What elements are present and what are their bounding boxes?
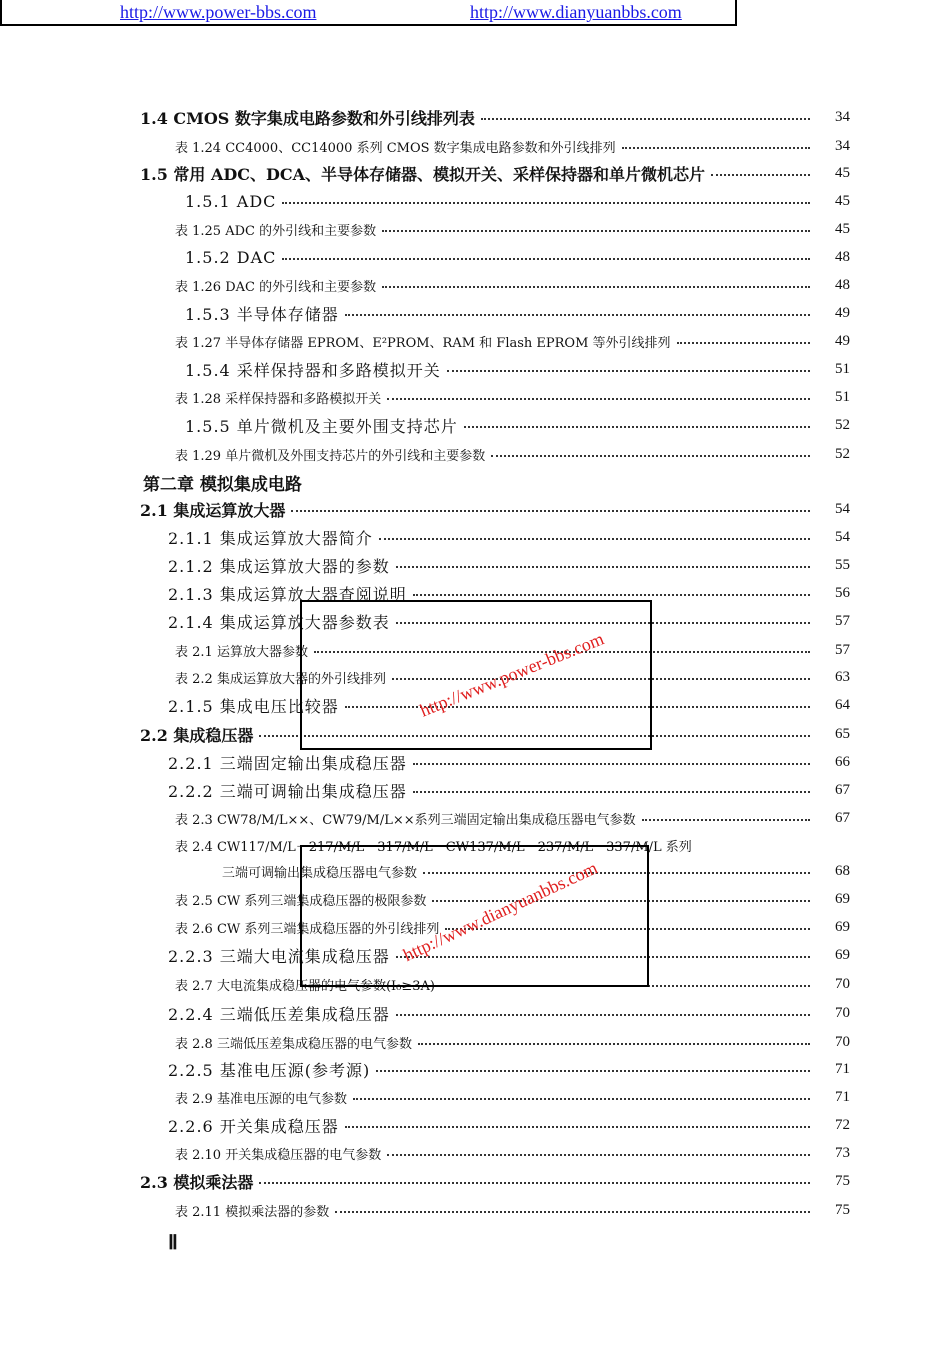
toc-leader-dots: [291, 510, 810, 512]
toc-page-number: 57: [835, 641, 850, 658]
toc-leader-dots: [345, 314, 810, 316]
toc-entry[interactable]: [0, 1168, 950, 1194]
toc-page-number: 52: [835, 416, 850, 433]
toc-page-number: 66: [835, 753, 850, 770]
toc-page-number: 69: [835, 890, 850, 907]
page-header: [0, 0, 737, 26]
toc-leader-dots: [259, 1182, 810, 1184]
toc-page-number: 68: [835, 862, 850, 879]
toc-entry-title: 1.4 CMOS 数字集成电路参数和外引线排列表: [140, 108, 475, 128]
toc-page-number: 54: [835, 500, 850, 517]
toc-leader-dots: [464, 426, 810, 428]
toc-entry-title: 2.2.5 基准电压源(参考源): [168, 1060, 371, 1080]
toc-entry-title: 表 1.26 DAC 的外引线和主要参数: [175, 279, 377, 295]
toc-leader-dots: [418, 1043, 810, 1045]
toc-entry-title: 2.2.6 开关集成稳压器: [168, 1116, 339, 1136]
toc-entry[interactable]: [0, 1029, 950, 1055]
toc-leader-dots: [481, 118, 810, 120]
toc-page-number: 70: [835, 1004, 850, 1021]
toc-page-number: 57: [835, 612, 850, 629]
toc-entry[interactable]: [0, 777, 950, 803]
toc-entry-title: 1.5.5 单片微机及主要外围支持芯片: [185, 416, 458, 436]
toc-page-number: 52: [835, 445, 850, 462]
toc-page-number: 69: [835, 946, 850, 963]
toc-entry-title: 2.1.5 集成电压比较器: [168, 696, 339, 716]
toc-entry[interactable]: [0, 805, 950, 831]
toc-leader-dots: [379, 538, 810, 540]
watermark-text-1: http://www.power-bbs.com: [417, 628, 607, 721]
toc-entry-title: 1.5 常用 ADC、DCA、半导体存储器、模拟开关、采样保持器和单片微机芯片: [140, 164, 706, 184]
toc-page-number: 67: [835, 809, 850, 826]
toc-page-number: 70: [835, 975, 850, 992]
toc-page-number: 56: [835, 584, 850, 601]
toc-page-number: 45: [835, 192, 850, 209]
toc-page-number: 55: [835, 556, 850, 573]
toc-entry[interactable]: [0, 300, 950, 326]
toc-page-number: 45: [835, 220, 850, 237]
toc-entry-title: 1.5.4 采样保持器和多路模拟开关: [185, 360, 441, 380]
toc-page-number: 48: [835, 248, 850, 265]
toc-entry-title: 表 2.3 CW78/M/L××、CW79/M/L××系列三端固定输出集成稳压器电气参数: [175, 812, 636, 828]
toc-entry-title: 表 1.25 ADC 的外引线和主要参数: [175, 223, 377, 239]
toc-leader-dots: [387, 398, 810, 400]
toc-page-number: 63: [835, 668, 850, 685]
toc-entry-title: 表 1.28 采样保持器和多路模拟开关: [175, 391, 382, 407]
toc-leader-dots: [491, 455, 810, 457]
toc-entry[interactable]: [0, 1084, 950, 1110]
toc-entry[interactable]: [0, 356, 950, 382]
toc-entry-title: 2.2.1 三端固定输出集成稳压器: [168, 753, 407, 773]
toc-page-number: 75: [835, 1201, 850, 1218]
toc-entry-title: 2.2.2 三端可调输出集成稳压器: [168, 781, 407, 801]
toc-entry[interactable]: [0, 469, 950, 495]
toc-entry[interactable]: [0, 1197, 950, 1223]
toc-leader-dots: [387, 1154, 810, 1156]
toc-leader-dots: [413, 791, 810, 793]
toc-entry-title: 1.5.3 半导体存储器: [185, 304, 339, 324]
toc-entry-title: 2.1.1 集成运算放大器简介: [168, 528, 373, 548]
toc-entry[interactable]: [0, 160, 950, 186]
toc-entry[interactable]: [0, 272, 950, 298]
toc-leader-dots: [642, 819, 810, 821]
toc-entry-title: 表 2.11 模拟乘法器的参数: [175, 1204, 330, 1220]
toc-entry[interactable]: [0, 496, 950, 522]
toc-page-number: 34: [835, 108, 850, 125]
toc-page-number: 48: [835, 276, 850, 293]
toc-page-number: 65: [835, 725, 850, 742]
toc-leader-dots: [382, 230, 810, 232]
toc-entry[interactable]: [0, 1000, 950, 1026]
toc-page-number: 70: [835, 1033, 850, 1050]
toc-entry[interactable]: [0, 104, 950, 130]
toc-page-number: 51: [835, 360, 850, 377]
toc-page-number: 49: [835, 332, 850, 349]
toc-entry[interactable]: [0, 384, 950, 410]
page-number-roman: Ⅱ: [168, 1232, 178, 1254]
toc-entry[interactable]: [0, 441, 950, 467]
toc-entry-title: 1.5.2 DAC: [185, 247, 277, 267]
toc-entry-title: 表 2.9 基准电压源的电气参数: [175, 1091, 347, 1107]
toc-entry[interactable]: [0, 1112, 950, 1138]
toc-entry-title: 表 2.8 三端低压差集成稳压器的电气参数: [175, 1036, 412, 1052]
toc-entry[interactable]: [0, 552, 950, 578]
toc-entry-title: 2.1.2 集成运算放大器的参数: [168, 556, 390, 576]
toc-entry-title: 表 2.7 大电流集成稳压器的电气参数(I₀≥3A): [175, 978, 435, 994]
toc-entry[interactable]: [0, 244, 950, 270]
toc-entry-title: 表 2.4 CW117/M/L－217/M/L－317/M/L CW137/M/L－237/M/L－337/M/L 系列: [175, 839, 692, 855]
toc-entry[interactable]: [0, 133, 950, 159]
toc-page-number: 64: [835, 696, 850, 713]
toc-entry-title: 1.5.1 ADC: [185, 191, 277, 211]
toc-leader-dots: [711, 174, 810, 176]
toc-leader-dots: [396, 1014, 810, 1016]
toc-leader-dots: [447, 370, 810, 372]
toc-entry-title: 表 2.10 开关集成稳压器的电气参数: [175, 1147, 382, 1163]
toc-leader-dots: [622, 147, 810, 149]
toc-entry[interactable]: [0, 216, 950, 242]
header-left-rule: [0, 0, 2, 24]
toc-leader-dots: [282, 202, 810, 204]
toc-page-number: 73: [835, 1144, 850, 1161]
toc-page-number: 72: [835, 1116, 850, 1133]
toc-entry-title: 2.2.3 三端大电流集成稳压器: [168, 946, 390, 966]
toc-entry[interactable]: [0, 328, 950, 354]
toc-leader-dots: [413, 763, 810, 765]
toc-entry-title: 第二章 模拟集成电路: [143, 474, 302, 495]
toc-page-number: 71: [835, 1088, 850, 1105]
toc-page-number: 49: [835, 304, 850, 321]
toc-page-number: 45: [835, 164, 850, 181]
toc-entry-title: 三端可调输出集成稳压器电气参数: [222, 865, 418, 881]
toc-entry[interactable]: [0, 749, 950, 775]
watermark-text-2: http://www.dianyuanbbs.com: [400, 857, 601, 966]
toc-page-number: 69: [835, 918, 850, 935]
toc-entry-title: 表 1.29 单片微机及外围支持芯片的外引线和主要参数: [175, 448, 486, 464]
toc-entry-title: 2.1.4 集成运算放大器参数表: [168, 612, 390, 632]
toc-page-number: 75: [835, 1172, 850, 1189]
toc-leader-dots: [335, 1211, 810, 1213]
toc-entry[interactable]: [0, 1056, 950, 1082]
toc-leader-dots: [353, 1098, 810, 1100]
toc-page-number: 67: [835, 781, 850, 798]
toc-leader-dots: [413, 594, 810, 596]
toc-entry[interactable]: [0, 524, 950, 550]
toc-entry-title: 2.2 集成稳压器: [140, 725, 254, 745]
toc-leader-dots: [376, 1070, 810, 1072]
toc-entry-title: 2.2.4 三端低压差集成稳压器: [168, 1004, 390, 1024]
toc-entry-title: 表 1.24 CC4000、CC14000 系列 CMOS 数字集成电路参数和外引线排列: [175, 140, 616, 156]
toc-leader-dots: [345, 1126, 810, 1128]
toc-entry-title: 表 2.1 运算放大器参数: [175, 644, 308, 660]
toc-page-number: 71: [835, 1060, 850, 1077]
toc-entry[interactable]: [0, 412, 950, 438]
header-link-power-bbs[interactable]: http://www.power-bbs.com: [120, 2, 317, 22]
toc-leader-dots: [282, 258, 810, 260]
toc-leader-dots: [396, 566, 810, 568]
header-link-dianyuanbbs[interactable]: http://www.dianyuanbbs.com: [470, 2, 682, 22]
toc-leader-dots: [382, 286, 810, 288]
toc-entry-title: 表 2.2 集成运算放大器的外引线排列: [175, 671, 386, 687]
toc-entry-title: 表 2.5 CW 系列三端集成稳压器的极限参数: [175, 893, 427, 909]
toc-entry[interactable]: [0, 188, 950, 214]
toc-entry-title: 表 2.6 CW 系列三端集成稳压器的外引线排列: [175, 921, 440, 937]
toc-entry-title: 2.1.3 集成运算放大器查阅说明: [168, 584, 407, 604]
toc-page-number: 54: [835, 528, 850, 545]
toc-page-number: 34: [835, 137, 850, 154]
toc-entry-title: 2.3 模拟乘法器: [140, 1172, 254, 1192]
toc-entry-title: 表 1.27 半导体存储器 EPROM、E²PROM、RAM 和 Flash EPROM 等外引线排列: [175, 335, 671, 351]
toc-leader-dots: [677, 342, 810, 344]
toc-entry[interactable]: [0, 1140, 950, 1166]
watermark-stamp-2: [300, 845, 649, 987]
toc-entry-title: 2.1 集成运算放大器: [140, 500, 286, 520]
toc-page-number: 51: [835, 388, 850, 405]
watermark-stamp-1: [300, 600, 652, 750]
